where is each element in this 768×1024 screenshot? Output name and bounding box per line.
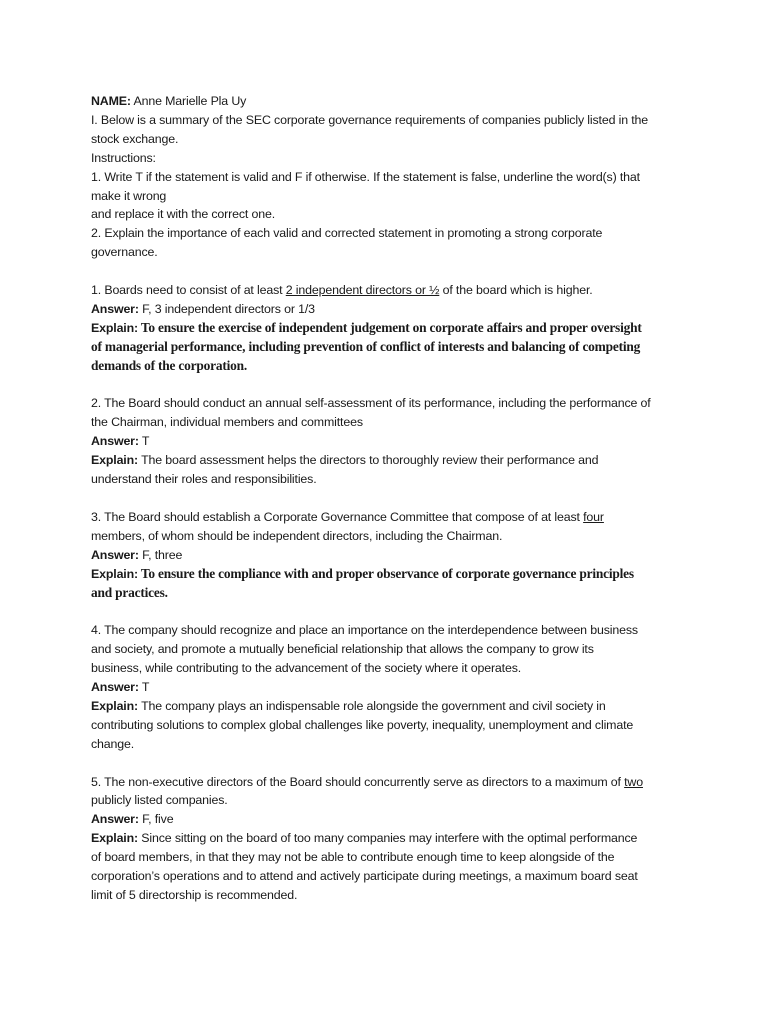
answer-value: T bbox=[138, 434, 150, 449]
document-page bbox=[91, 92, 683, 905]
explain-text: demands of the corporation. bbox=[91, 357, 248, 373]
question-text-part: 3. The Board should establish a Corporate Governance Committee that compose of at least bbox=[91, 509, 584, 524]
explain-label: Explain: bbox=[91, 453, 138, 468]
explain-text: corporation’s operations and to attend and actively participate during meetings, a maximum board seat bbox=[91, 869, 638, 884]
question-text bbox=[91, 773, 683, 792]
instruction-2: 2. Explain the importance of each valid and corrected statement in promoting a strong corporate bbox=[91, 226, 603, 241]
question-item-4 bbox=[91, 621, 683, 753]
explain-line bbox=[91, 565, 683, 584]
question-item-3 bbox=[91, 508, 683, 603]
answer-label: Answer: bbox=[91, 812, 139, 827]
instruction-1: and replace it with the correct one. bbox=[91, 207, 276, 222]
explain-text: The company plays an indispensable role alongside the government and civil society in bbox=[138, 698, 606, 713]
question-text bbox=[91, 508, 683, 527]
instruction-1: make it wrong bbox=[91, 188, 167, 203]
explain-text: and practices. bbox=[91, 584, 168, 600]
question-item-5 bbox=[91, 773, 683, 905]
intro-text: stock exchange. bbox=[91, 131, 179, 146]
instruction-1: 1. Write T if the statement is valid and F if otherwise. If the statement is false, underline the word(s) that bbox=[91, 169, 640, 184]
answer-label: Answer: bbox=[91, 680, 139, 695]
explain-text: To ensure the exercise of independent judgement on corporate affairs and proper oversight bbox=[138, 319, 642, 335]
explain-text: of managerial performance, including prevention of conflict of interests and balancing of competing bbox=[91, 338, 641, 354]
question-text-part: 1. Boards need to consist of at least bbox=[91, 283, 286, 298]
question-text: the Chairman, individual members and committees bbox=[91, 415, 363, 430]
answer-value: F, five bbox=[138, 812, 174, 827]
explain-text: limit of 5 directorship is recommended. bbox=[91, 887, 298, 902]
answer-label: Answer: bbox=[91, 547, 139, 562]
explain-text: understand their roles and responsibilities. bbox=[91, 472, 317, 487]
answer-value: F, three bbox=[138, 547, 183, 562]
answer-line bbox=[91, 546, 683, 565]
question-text bbox=[91, 281, 683, 300]
explain-label: Explain: bbox=[91, 831, 138, 846]
question-text: business, while contributing to the advancement of the society where it operates. bbox=[91, 661, 522, 676]
instruction-2: governance. bbox=[91, 245, 158, 260]
underlined-wrong-words: four bbox=[583, 509, 604, 524]
question-text: 2. The Board should conduct an annual self-assessment of its performance, including the performance of bbox=[91, 396, 651, 411]
explain-line bbox=[91, 697, 683, 716]
explain-text: The board assessment helps the directors to thoroughly review their performance and bbox=[138, 453, 599, 468]
underlined-wrong-words: two bbox=[624, 774, 643, 789]
question-item-1 bbox=[91, 281, 683, 376]
question-text: publicly listed companies. bbox=[91, 793, 228, 808]
explain-text: Since sitting on the board of too many companies may interfere with the optimal performance bbox=[138, 831, 638, 846]
question-item-2 bbox=[91, 394, 683, 489]
question-text-part: 5. The non-executive directors of the Board should concurrently serve as directors to a maximum of bbox=[91, 774, 625, 789]
explain-line bbox=[91, 319, 683, 338]
explain-label: Explain: bbox=[91, 566, 138, 581]
answer-label: Answer: bbox=[91, 434, 139, 449]
answer-value: F, 3 independent directors or 1/3 bbox=[138, 301, 315, 316]
answer-line bbox=[91, 300, 683, 319]
explain-label: Explain: bbox=[91, 320, 138, 335]
explain-text: of board members, in that they may not be able to contribute enough time to keep alongside of the bbox=[91, 850, 615, 865]
name-label: NAME: bbox=[91, 94, 131, 108]
answer-value: T bbox=[138, 680, 150, 695]
explain-line bbox=[91, 829, 683, 848]
instructions-heading: Instructions: bbox=[91, 150, 156, 165]
intro-text: I. Below is a summary of the SEC corporate governance requirements of companies publicly listed in the bbox=[91, 112, 649, 127]
student-name: Anne Marielle Pla Uy bbox=[133, 94, 247, 108]
question-text: 4. The company should recognize and place an importance on the interdependence between business bbox=[91, 623, 638, 638]
answer-line bbox=[91, 678, 683, 697]
answer-line bbox=[91, 432, 683, 451]
explain-line bbox=[91, 451, 683, 470]
answer-line bbox=[91, 810, 683, 829]
explain-text: change. bbox=[91, 736, 135, 751]
explain-label: Explain: bbox=[91, 698, 138, 713]
question-text: members, of whom should be independent directors, including the Chairman. bbox=[91, 528, 503, 543]
name-line bbox=[91, 92, 683, 111]
question-text-part: of the board which is higher. bbox=[439, 283, 593, 298]
underlined-wrong-words: 2 independent directors or ½ bbox=[285, 283, 440, 298]
explain-text: To ensure the compliance with and proper observance of corporate governance principles bbox=[138, 565, 634, 581]
question-text: and society, and promote a mutually beneficial relationship that allows the company to grow its bbox=[91, 642, 594, 657]
answer-label: Answer: bbox=[91, 301, 139, 316]
explain-text: contributing solutions to complex global challenges like poverty, inequality, unemployment and climate bbox=[91, 717, 634, 732]
